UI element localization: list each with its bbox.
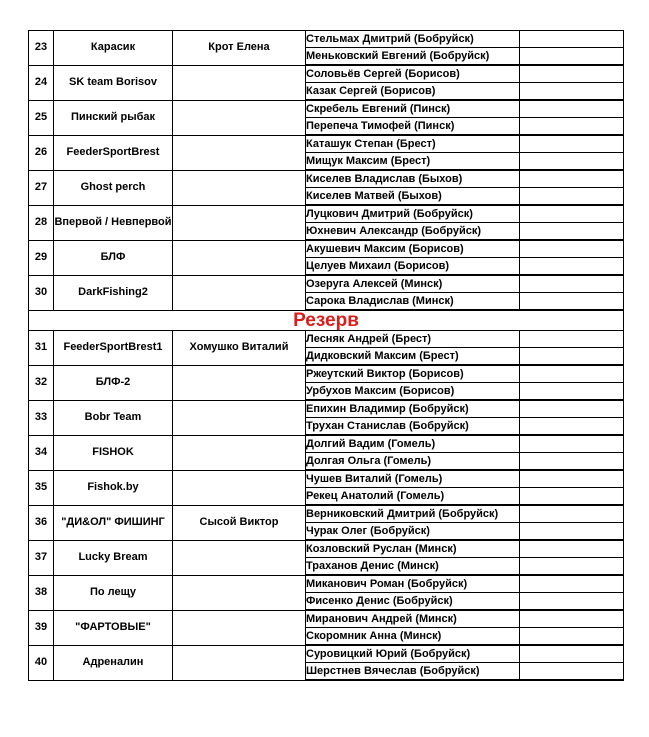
player-name: Киселев Владислав (Быхов) (306, 170, 520, 188)
player-name: Урбухов Максим (Борисов) (306, 383, 520, 401)
team-number: 37 (29, 540, 54, 575)
team-captain (173, 275, 306, 310)
team-name: Lucky Bream (54, 540, 173, 575)
player-name: Озеруга Алексей (Минск) (306, 275, 520, 293)
empty-cell (520, 470, 624, 488)
empty-cell (520, 135, 624, 153)
team-row (29, 205, 624, 223)
team-captain (173, 205, 306, 240)
team-captain (173, 100, 306, 135)
player-name: Сарока Владислав (Минск) (306, 293, 520, 311)
empty-cell (520, 188, 624, 206)
empty-cell (520, 240, 624, 258)
empty-cell (520, 118, 624, 136)
player-name: Скоромник Анна (Минск) (306, 628, 520, 646)
team-number: 34 (29, 435, 54, 470)
empty-cell (520, 331, 624, 348)
empty-cell (520, 205, 624, 223)
team-captain: Сысой Виктор (173, 505, 306, 540)
player-name: Шерстнев Вячеслав (Бобруйск) (306, 663, 520, 681)
empty-cell (520, 610, 624, 628)
team-captain (173, 470, 306, 505)
player-name: Киселев Матвей (Быхов) (306, 188, 520, 206)
player-name: Епихин Владимир (Бобруйск) (306, 400, 520, 418)
team-roster-table (28, 30, 624, 681)
player-name: Казак Сергей (Борисов) (306, 83, 520, 101)
player-name: Верниковский Дмитрий (Бобруйск) (306, 505, 520, 523)
empty-cell (520, 153, 624, 171)
player-name: Рекец Анатолий (Гомель) (306, 488, 520, 506)
empty-cell (520, 100, 624, 118)
team-number: 36 (29, 505, 54, 540)
team-name: Адреналин (54, 645, 173, 680)
empty-cell (520, 628, 624, 646)
team-number: 27 (29, 170, 54, 205)
team-name: Ghost perch (54, 170, 173, 205)
empty-cell (520, 65, 624, 83)
player-name: Трухан Станислав (Бобруйск) (306, 418, 520, 436)
empty-cell (520, 293, 624, 311)
empty-cell (520, 435, 624, 453)
team-name: По лещу (54, 575, 173, 610)
team-row (29, 100, 624, 118)
player-name: Меньковский Евгений (Бобруйск) (306, 48, 520, 66)
player-name: Стельмах Дмитрий (Бобруйск) (306, 31, 520, 48)
empty-cell (520, 593, 624, 611)
empty-cell (520, 170, 624, 188)
player-name: Акушевич Максим (Борисов) (306, 240, 520, 258)
player-name: Фисенко Денис (Бобруйск) (306, 593, 520, 611)
player-name: Суровицкий Юрий (Бобруйск) (306, 645, 520, 663)
player-name: Миканович Роман (Бобруйск) (306, 575, 520, 593)
main-teams-body (29, 31, 624, 311)
team-row (29, 31, 624, 48)
team-captain (173, 575, 306, 610)
team-row (29, 135, 624, 153)
empty-cell (520, 505, 624, 523)
team-captain (173, 135, 306, 170)
team-number: 23 (29, 31, 54, 66)
team-captain (173, 645, 306, 680)
team-number: 39 (29, 610, 54, 645)
player-name: Перепеча Тимофей (Пинск) (306, 118, 520, 136)
team-row (29, 575, 624, 593)
team-captain (173, 65, 306, 100)
player-name: Соловьёв Сергей (Борисов) (306, 65, 520, 83)
team-row (29, 275, 624, 293)
team-number: 35 (29, 470, 54, 505)
team-row (29, 470, 624, 488)
team-name: Карасик (54, 31, 173, 66)
empty-cell (520, 558, 624, 576)
empty-cell (520, 275, 624, 293)
empty-cell (520, 365, 624, 383)
empty-cell (520, 488, 624, 506)
player-name: Каташук Степан (Брест) (306, 135, 520, 153)
player-name: Долгий Вадим (Гомель) (306, 435, 520, 453)
team-name: DarkFishing2 (54, 275, 173, 310)
reserve-teams-body (29, 331, 624, 681)
team-number: 29 (29, 240, 54, 275)
player-name: Чурак Олег (Бобруйск) (306, 523, 520, 541)
empty-cell (520, 31, 624, 48)
reserve-heading-cell (29, 310, 624, 331)
team-name: Fishok.by (54, 470, 173, 505)
empty-cell (520, 400, 624, 418)
team-name: FeederSportBrest (54, 135, 173, 170)
empty-cell (520, 453, 624, 471)
team-number: 26 (29, 135, 54, 170)
team-number: 40 (29, 645, 54, 680)
team-row (29, 365, 624, 383)
player-name: Мищук Максим (Брест) (306, 153, 520, 171)
team-name: FISHOK (54, 435, 173, 470)
team-name: SK team Borisov (54, 65, 173, 100)
team-name: Bobr Team (54, 400, 173, 435)
team-name: БЛФ (54, 240, 173, 275)
player-name: Целуев Михаил (Борисов) (306, 258, 520, 276)
player-name: Долгая Ольга (Гомель) (306, 453, 520, 471)
team-row (29, 400, 624, 418)
team-name: БЛФ-2 (54, 365, 173, 400)
team-row (29, 645, 624, 663)
team-row (29, 170, 624, 188)
empty-cell (520, 575, 624, 593)
team-number: 32 (29, 365, 54, 400)
empty-cell (520, 258, 624, 276)
player-name: Ржеутский Виктор (Борисов) (306, 365, 520, 383)
team-name: Впервой / Невпервой (54, 205, 173, 240)
team-captain (173, 240, 306, 275)
team-captain (173, 170, 306, 205)
reserve-heading-row (29, 310, 624, 331)
team-captain: Крот Елена (173, 31, 306, 66)
team-captain: Хомушко Виталий (173, 331, 306, 366)
team-row (29, 240, 624, 258)
reserve-heading-body (29, 310, 624, 331)
team-row (29, 65, 624, 83)
team-captain (173, 540, 306, 575)
team-row (29, 505, 624, 523)
player-name: Лесняк Андрей (Брест) (306, 331, 520, 348)
team-name: Пинский рыбак (54, 100, 173, 135)
team-number: 24 (29, 65, 54, 100)
team-row (29, 610, 624, 628)
team-number: 33 (29, 400, 54, 435)
team-number: 30 (29, 275, 54, 310)
team-name: "ДИ&ОЛ" ФИШИНГ (54, 505, 173, 540)
team-captain (173, 610, 306, 645)
empty-cell (520, 223, 624, 241)
player-name: Дидковский Максим (Брест) (306, 348, 520, 366)
empty-cell (520, 383, 624, 401)
empty-cell (520, 523, 624, 541)
empty-cell (520, 663, 624, 681)
player-name: Козловский Руслан (Минск) (306, 540, 520, 558)
team-row (29, 331, 624, 348)
team-captain (173, 365, 306, 400)
empty-cell (520, 348, 624, 366)
empty-cell (520, 83, 624, 101)
empty-cell (520, 540, 624, 558)
team-number: 25 (29, 100, 54, 135)
empty-cell (520, 645, 624, 663)
reserve-heading: Резерв (293, 310, 359, 331)
team-captain (173, 435, 306, 470)
player-name: Чушев Виталий (Гомель) (306, 470, 520, 488)
player-name: Юхневич Александр (Бобруйск) (306, 223, 520, 241)
team-number: 38 (29, 575, 54, 610)
team-number: 31 (29, 331, 54, 366)
player-name: Луцкович Дмитрий (Бобруйск) (306, 205, 520, 223)
player-name: Миранович Андрей (Минск) (306, 610, 520, 628)
team-name: FeederSportBrest1 (54, 331, 173, 366)
empty-cell (520, 48, 624, 66)
team-number: 28 (29, 205, 54, 240)
empty-cell (520, 418, 624, 436)
team-row (29, 540, 624, 558)
player-name: Скребель Евгений (Пинск) (306, 100, 520, 118)
team-name: "ФАРТОВЫЕ" (54, 610, 173, 645)
player-name: Траханов Денис (Минск) (306, 558, 520, 576)
team-captain (173, 400, 306, 435)
team-row (29, 435, 624, 453)
